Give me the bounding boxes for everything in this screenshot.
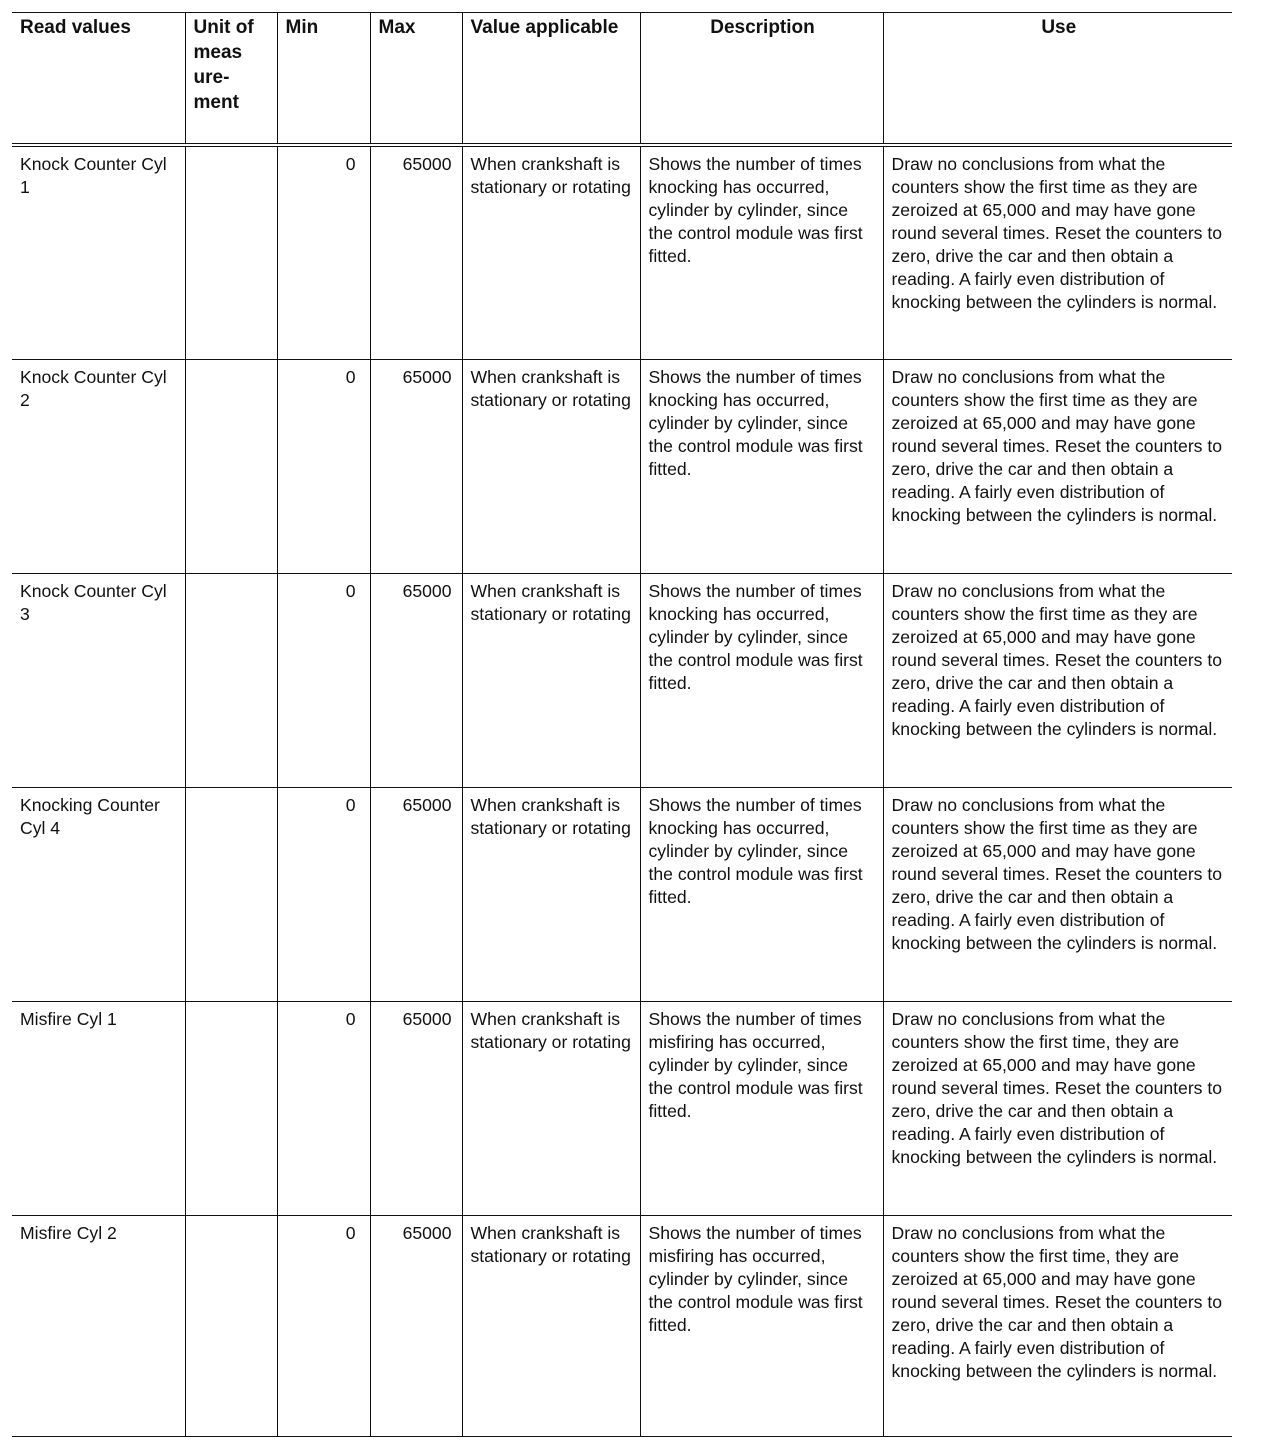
cell-read-value: Knocking Counter Cyl 4: [12, 787, 185, 1001]
cell-min: 0: [277, 359, 370, 573]
cell-read-value: Misfire Cyl 2: [12, 1215, 185, 1436]
table-row: [12, 145, 1232, 359]
cell-read-value: Knock Counter Cyl 1: [12, 145, 185, 359]
cell-description: Shows the number of times knocking has occurred, cylinder by cylinder, since the control module was first fitted.: [640, 145, 883, 359]
cell-max: 65000: [370, 145, 462, 359]
header-unit: Unit of meas ure-ment: [185, 13, 277, 146]
header-use: Use: [883, 13, 1232, 146]
document-page: [12, 12, 1232, 1437]
cell-max: 65000: [370, 359, 462, 573]
cell-value-applicable: When crankshaft is stationary or rotating: [462, 573, 640, 787]
cell-unit: [185, 573, 277, 787]
cell-use: Draw no conclusions from what the counters show the first time, they are zeroized at 65,000 and may have gone round several times. Reset the counters to zero, drive the car and then obtain a reading. A fairly even distribution of knocking between the cylinders is normal.: [883, 1215, 1232, 1436]
cell-value-applicable: When crankshaft is stationary or rotating: [462, 145, 640, 359]
cell-description: Shows the number of times knocking has occurred, cylinder by cylinder, since the control module was first fitted.: [640, 787, 883, 1001]
cell-min: 0: [277, 573, 370, 787]
header-row: [12, 13, 1232, 146]
cell-read-value: Knock Counter Cyl 3: [12, 573, 185, 787]
cell-min: 0: [277, 145, 370, 359]
header-max: Max: [370, 13, 462, 146]
cell-unit: [185, 1215, 277, 1436]
cell-use: Draw no conclusions from what the counters show the first time as they are zeroized at 65,000 and may have gone round several times. Reset the counters to zero, drive the car and then obtain a reading. A fairly even distribution of knocking between the cylinders is normal.: [883, 787, 1232, 1001]
cell-description: Shows the number of times misfiring has occurred, cylinder by cylinder, since the control module was first fitted.: [640, 1215, 883, 1436]
cell-max: 65000: [370, 1001, 462, 1215]
cell-min: 0: [277, 1215, 370, 1436]
cell-use: Draw no conclusions from what the counters show the first time, they are zeroized at 65,000 and may have gone round several times. Reset the counters to zero, drive the car and then obtain a reading. A fairly even distribution of knocking between the cylinders is normal.: [883, 1001, 1232, 1215]
cell-unit: [185, 145, 277, 359]
cell-max: 65000: [370, 573, 462, 787]
cell-description: Shows the number of times misfiring has occurred, cylinder by cylinder, since the control module was first fitted.: [640, 1001, 883, 1215]
cell-use: Draw no conclusions from what the counters show the first time as they are zeroized at 65,000 and may have gone round several times. Reset the counters to zero, drive the car and then obtain a reading. A fairly even distribution of knocking between the cylinders is normal.: [883, 145, 1232, 359]
cell-value-applicable: When crankshaft is stationary or rotating: [462, 1001, 640, 1215]
cell-description: Shows the number of times knocking has occurred, cylinder by cylinder, since the control module was first fitted.: [640, 359, 883, 573]
header-value-applicable: Value applicable: [462, 13, 640, 146]
cell-description: Shows the number of times knocking has occurred, cylinder by cylinder, since the control module was first fitted.: [640, 573, 883, 787]
cell-min: 0: [277, 1001, 370, 1215]
cell-max: 65000: [370, 787, 462, 1001]
cell-unit: [185, 787, 277, 1001]
table-row: [12, 573, 1232, 787]
table-row: [12, 359, 1232, 573]
table-row: [12, 787, 1232, 1001]
header-description: Description: [640, 13, 883, 146]
cell-value-applicable: When crankshaft is stationary or rotating: [462, 359, 640, 573]
cell-max: 65000: [370, 1215, 462, 1436]
cell-use: Draw no conclusions from what the counters show the first time as they are zeroized at 65,000 and may have gone round several times. Reset the counters to zero, drive the car and then obtain a reading. A fairly even distribution of knocking between the cylinders is normal.: [883, 359, 1232, 573]
cell-read-value: Misfire Cyl 1: [12, 1001, 185, 1215]
table-row: [12, 1215, 1232, 1436]
cell-use: Draw no conclusions from what the counters show the first time as they are zeroized at 65,000 and may have gone round several times. Reset the counters to zero, drive the car and then obtain a reading. A fairly even distribution of knocking between the cylinders is normal.: [883, 573, 1232, 787]
read-values-table: [12, 12, 1232, 1437]
table-row: [12, 1001, 1232, 1215]
cell-unit: [185, 359, 277, 573]
cell-read-value: Knock Counter Cyl 2: [12, 359, 185, 573]
cell-unit: [185, 1001, 277, 1215]
header-min: Min: [277, 13, 370, 146]
cell-value-applicable: When crankshaft is stationary or rotating: [462, 1215, 640, 1436]
cell-value-applicable: When crankshaft is stationary or rotating: [462, 787, 640, 1001]
cell-min: 0: [277, 787, 370, 1001]
header-read-values: Read values: [12, 13, 185, 146]
